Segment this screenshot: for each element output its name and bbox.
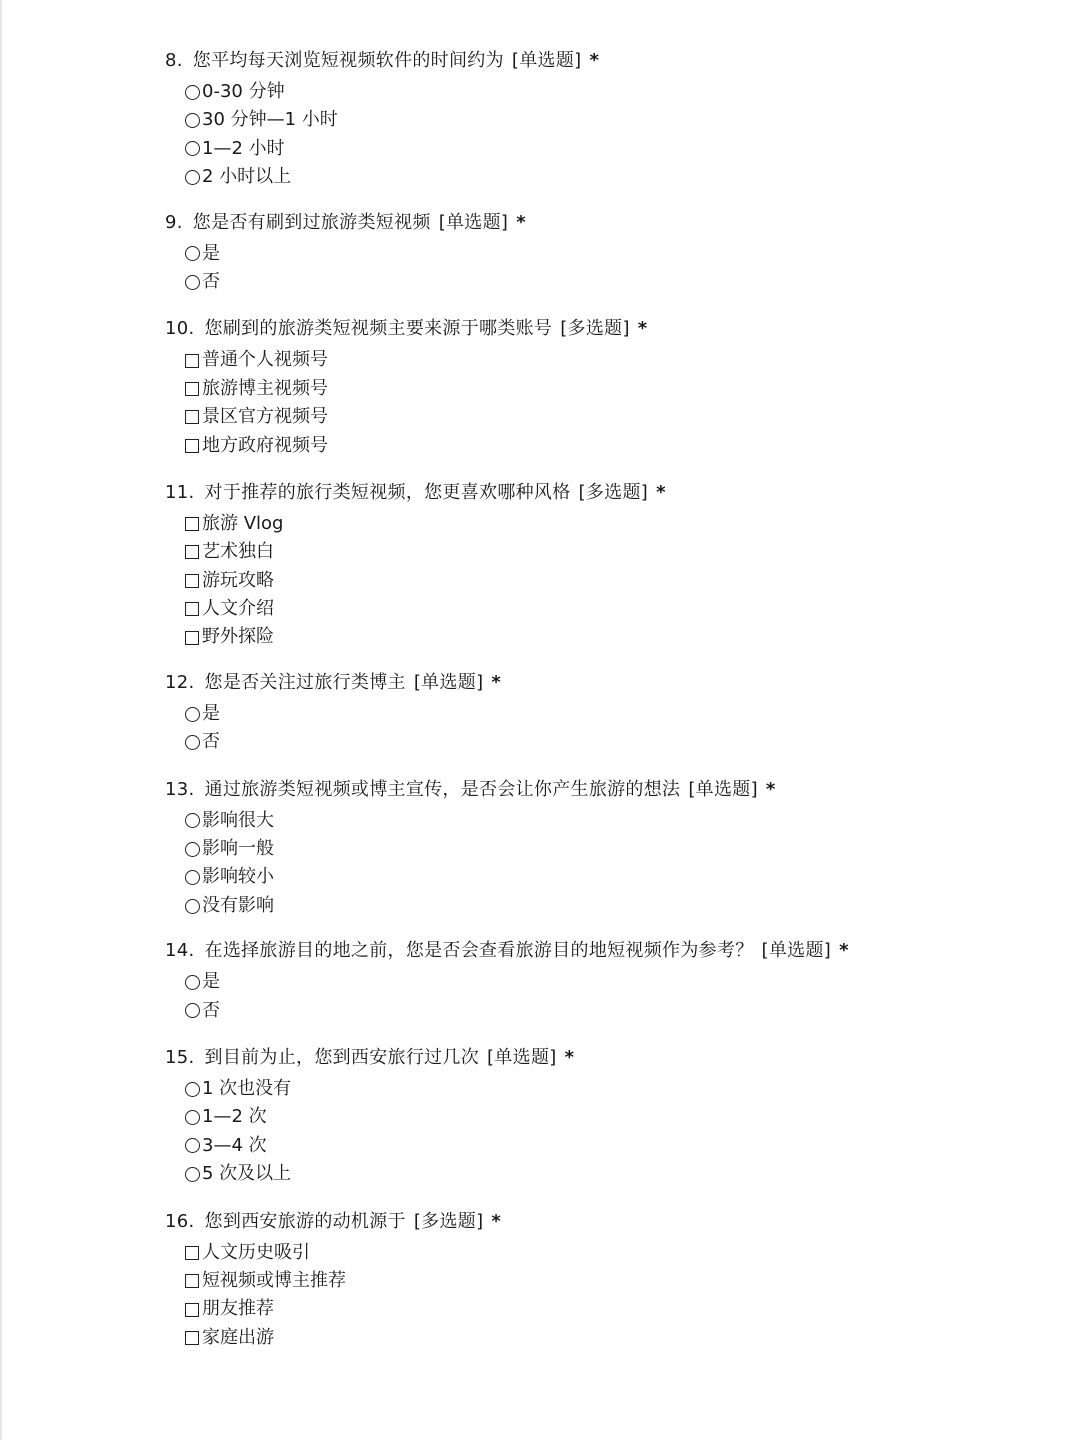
option-label: 否 [202,731,220,753]
required-asterisk: * [564,1046,575,1068]
radio-option[interactable] [185,268,1045,296]
question-type-label: [多选题] [560,318,630,340]
checkbox-icon[interactable] [185,1274,199,1288]
option-list [185,346,1045,460]
radio-option[interactable] [185,135,1045,163]
checkbox-option[interactable] [185,1267,1045,1295]
checkbox-option[interactable] [185,1295,1045,1323]
checkbox-icon[interactable] [185,1246,199,1260]
question-title [165,668,1045,698]
option-list [185,1075,1045,1189]
option-label: 旅游博主视频号 [202,377,328,399]
radio-button-icon[interactable] [185,113,200,128]
radio-button-icon[interactable] [185,975,200,990]
radio-button-icon[interactable] [185,1082,200,1097]
radio-option[interactable] [185,968,1045,996]
option-label: 否 [202,270,220,292]
spacer [165,460,1045,478]
radio-button-icon[interactable] [185,275,200,290]
question-type-label: [单选题] [511,50,582,71]
required-asterisk: * [491,1210,502,1232]
question-type-label: [单选题] [487,1046,557,1068]
option-list [185,240,1045,297]
option-label: 3—4 次 [202,1134,267,1156]
option-label: 1—2 小时 [202,137,285,159]
checkbox-icon[interactable] [185,1331,199,1345]
checkbox-option[interactable] [185,375,1045,403]
question-text: 您是否有刷到过旅游类短视频 [192,211,431,233]
option-list [185,968,1045,1025]
question-title [165,936,1045,966]
required-asterisk: * [516,211,526,233]
required-asterisk: * [656,481,666,503]
question-title [165,1043,1045,1073]
radio-button-icon[interactable] [185,1167,200,1182]
question-title [165,1207,1045,1237]
option-label: 野外探险 [202,626,274,648]
question-number: 14. [165,940,195,962]
checkbox-option[interactable] [185,538,1045,566]
option-label: 普通个人视频号 [202,349,328,371]
spacer [165,1025,1045,1043]
radio-option[interactable] [185,863,1045,891]
option-label: 地方政府视频号 [202,434,328,456]
question-number: 15. [165,1046,195,1068]
radio-button-icon[interactable] [185,842,200,857]
option-label: 影响较小 [202,866,274,888]
question-text: 对于推荐的旅行类短视频，您更喜欢哪种风格 [204,481,571,503]
checkbox-option[interactable] [185,567,1045,595]
radio-option[interactable] [185,78,1045,106]
checkbox-icon[interactable] [185,410,199,424]
question-type-label: [单选题] [688,778,758,800]
checkbox-option[interactable] [185,346,1045,374]
checkbox-icon[interactable] [185,354,199,368]
question-9 [165,208,1045,315]
question-number: 13. [165,778,195,800]
checkbox-icon[interactable] [185,602,199,616]
question-13 [165,775,1045,937]
option-label: 1—2 次 [202,1106,267,1128]
checkbox-icon[interactable] [185,574,199,588]
checkbox-icon[interactable] [185,1303,199,1317]
spacer [165,1189,1045,1207]
radio-option[interactable] [185,1103,1045,1131]
radio-option[interactable] [185,700,1045,728]
question-number: 8. [165,50,183,71]
radio-button-icon[interactable] [185,85,200,100]
required-asterisk: * [491,671,502,693]
spacer [165,757,1045,775]
radio-button-icon[interactable] [185,246,200,261]
checkbox-icon[interactable] [185,631,199,645]
checkbox-icon[interactable] [185,382,199,396]
questionnaire [165,46,1045,1352]
radio-button-icon[interactable] [185,1110,200,1125]
question-14 [165,936,1045,1043]
option-label: 短视频或博主推荐 [202,1269,346,1291]
question-text: 您是否关注过旅行类博主 [204,671,406,693]
question-text: 在选择旅游目的地之前，您是否会查看旅游目的地短视频作为参考？ [204,940,754,962]
question-type-label: [多选题] [578,481,649,503]
radio-button-icon[interactable] [185,813,200,828]
required-asterisk: * [589,50,600,71]
checkbox-option[interactable] [185,1324,1045,1352]
question-type-label: [单选题] [413,671,484,693]
checkbox-icon[interactable] [185,439,199,453]
checkbox-icon[interactable] [185,517,199,531]
question-text: 通过旅游类短视频或博主宣传，是否会让你产生旅游的想法 [204,778,681,800]
question-15 [165,1043,1045,1207]
question-10 [165,314,1045,478]
radio-button-icon[interactable] [185,735,200,750]
question-text: 您平均每天浏览短视频软件的时间约为 [192,50,504,71]
required-asterisk: * [637,318,648,340]
option-label: 影响一般 [202,838,274,860]
required-asterisk: * [765,778,776,800]
checkbox-option[interactable] [185,510,1045,538]
radio-button-icon[interactable] [185,870,200,885]
question-title [165,208,1045,238]
question-text: 您刷到的旅游类短视频主要来源于哪类账号 [204,318,553,340]
option-list [185,700,1045,757]
required-asterisk: * [839,940,849,962]
radio-option[interactable] [185,240,1045,268]
question-number: 9. [165,211,183,233]
question-title [165,314,1045,344]
question-number: 10. [165,318,195,340]
option-label: 30 分钟—1 小时 [202,109,338,131]
question-12 [165,668,1045,775]
option-label: 2 小时以上 [202,166,292,188]
radio-option[interactable] [185,1132,1045,1160]
question-type-label: [多选题] [413,1210,484,1232]
option-label: 旅游 Vlog [202,512,284,534]
radio-button-icon[interactable] [185,1138,200,1153]
radio-button-icon[interactable] [185,707,200,722]
radio-button-icon[interactable] [185,899,200,914]
question-text: 您到西安旅游的动机源于 [204,1210,406,1232]
option-list [185,1239,1045,1353]
question-number: 11. [165,481,195,503]
radio-option[interactable] [185,106,1045,134]
option-label: 游玩攻略 [202,569,274,591]
checkbox-icon[interactable] [185,545,199,559]
option-list [185,510,1045,652]
checkbox-option[interactable] [185,595,1045,623]
question-text: 到目前为止，您到西安旅行过几次 [204,1046,480,1068]
question-number: 12. [165,671,195,693]
question-type-label: [单选题] [438,211,509,233]
checkbox-option[interactable] [185,403,1045,431]
question-title [165,46,1045,76]
radio-button-icon[interactable] [185,141,200,156]
option-label: 人文介绍 [202,598,274,620]
option-label: 人文历史吸引 [202,1241,310,1263]
question-type-label: [单选题] [761,940,832,962]
option-label: 是 [202,242,220,264]
radio-option[interactable] [185,1075,1045,1103]
question-16 [165,1207,1045,1353]
option-label: 否 [202,999,220,1021]
radio-button-icon[interactable] [185,170,200,185]
checkbox-option[interactable] [185,432,1045,460]
question-8 [165,46,1045,208]
radio-option[interactable] [185,835,1045,863]
radio-button-icon[interactable] [185,1003,200,1018]
option-list [185,78,1045,192]
option-label: 家庭出游 [202,1326,274,1348]
option-label: 是 [202,971,220,993]
question-title [165,775,1045,805]
radio-option[interactable] [185,1160,1045,1188]
radio-option[interactable] [185,163,1045,191]
checkbox-option[interactable] [185,1239,1045,1267]
option-label: 艺术独白 [202,541,274,563]
question-title [165,478,1045,508]
radio-option[interactable] [185,807,1045,835]
checkbox-option[interactable] [185,623,1045,651]
radio-option[interactable] [185,997,1045,1025]
option-label: 没有影响 [202,894,274,916]
radio-option[interactable] [185,728,1045,756]
option-label: 影响很大 [202,809,274,831]
option-label: 5 次及以上 [202,1163,292,1185]
question-11 [165,478,1045,668]
radio-option[interactable] [185,892,1045,920]
option-list [185,807,1045,921]
option-label: 1 次也没有 [202,1077,292,1099]
option-label: 朋友推荐 [202,1298,274,1320]
option-label: 0-30 分钟 [202,81,285,102]
question-number: 16. [165,1210,195,1232]
option-label: 是 [202,702,220,724]
spacer [165,652,1045,668]
spacer [165,296,1045,314]
spacer [165,192,1045,208]
spacer [165,920,1045,936]
option-label: 景区官方视频号 [202,406,328,428]
